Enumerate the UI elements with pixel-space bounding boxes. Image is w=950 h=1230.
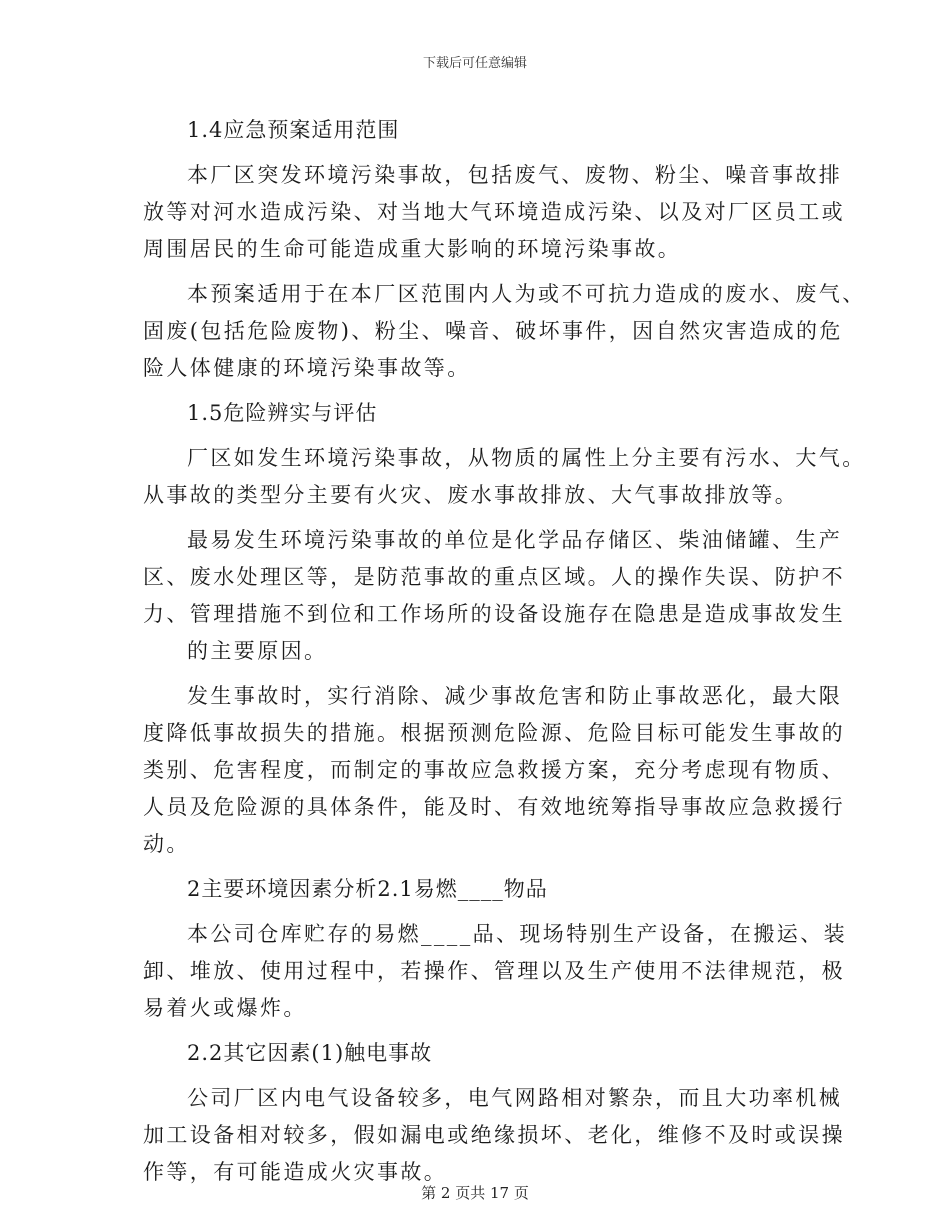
paragraph-line: 类别、危害程度，而制定的事故应急救援方案，充分考虑现有物质、 — [143, 758, 845, 782]
paragraph-line: 度降低事故损失的措施。根据预测危险源、危险目标可能发生事故的 — [143, 721, 845, 745]
section-heading-1-5: 1.5危险辨实与评估 — [187, 401, 378, 425]
paragraph-line: 本预案适用于在本厂区范围内人为或不可抗力造成的废水、废气、 — [187, 282, 866, 306]
paragraph-line: 本厂区突发环境污染事故，包括废气、废物、粉尘、噪音事故排 — [187, 163, 843, 187]
paragraph-line: 固废(包括危险废物)、粉尘、噪音、破坏事件，因自然灾害造成的危 — [143, 319, 843, 343]
paragraph-line: 的主要原因。 — [187, 639, 328, 663]
paragraph-line: 发生事故时，实行消除、减少事故危害和防止事故恶化，最大限 — [187, 684, 843, 708]
paragraph-line: 周围居民的生命可能造成重大影响的环境污染事故。 — [143, 237, 682, 261]
section-heading-1-4: 1.4应急预案适用范围 — [187, 118, 400, 142]
document-body — [143, 112, 866, 1191]
paragraph-line: 作等，有可能造成火灾事故。 — [143, 1160, 448, 1184]
page-header: 下载后可任意编辑 — [422, 56, 527, 71]
paragraph-line: 加工设备相对较多，假如漏电或绝缘损坏、老化，维修不及时或误操 — [143, 1123, 845, 1147]
paragraph-line: 动。 — [143, 832, 190, 856]
paragraph-line: 卸、堆放、使用过程中，若操作、管理以及生产使用不法律规范，极 — [143, 959, 845, 983]
paragraph-line: 人员及危险源的具体条件，能及时、有效地统筹指导事故应急救援行 — [143, 795, 845, 819]
section-heading-2: 2主要环境因素分析2.1易燃____物品 — [187, 877, 548, 901]
paragraph-line: 最易发生环境污染事故的单位是化学品存储区、柴油储罐、生产 — [187, 528, 843, 552]
section-heading-2-2: 2.2其它因素(1)触电事故 — [187, 1041, 433, 1065]
paragraph-line: 本公司仓库贮存的易燃____品、现场特别生产设备，在搬运、装 — [187, 922, 847, 946]
page-footer: 第 2 页共 17 页 — [421, 1184, 529, 1202]
paragraph-line: 厂区如发生环境污染事故，从物质的属性上分主要有污水、大气。 — [187, 446, 866, 470]
paragraph-line: 险人体健康的环境污染事故等。 — [143, 356, 471, 380]
paragraph-line: 放等对河水造成污染、对当地大气环境造成污染、以及对厂区员工或 — [143, 200, 845, 224]
paragraph-line: 公司厂区内电气设备较多，电气网路相对繁杂，而且大功率机械 — [187, 1086, 843, 1110]
paragraph-line: 区、废水处理区等，是防范事故的重点区域。人的操作失误、防护不 — [143, 565, 845, 589]
paragraph-line: 从事故的类型分主要有火灾、废水事故排放、大气事故排放等。 — [143, 483, 799, 507]
paragraph-line: 易着火或爆炸。 — [143, 996, 307, 1020]
paragraph-line: 力、管理措施不到位和工作场所的设备设施存在隐患是造成事故发生 — [143, 602, 845, 626]
